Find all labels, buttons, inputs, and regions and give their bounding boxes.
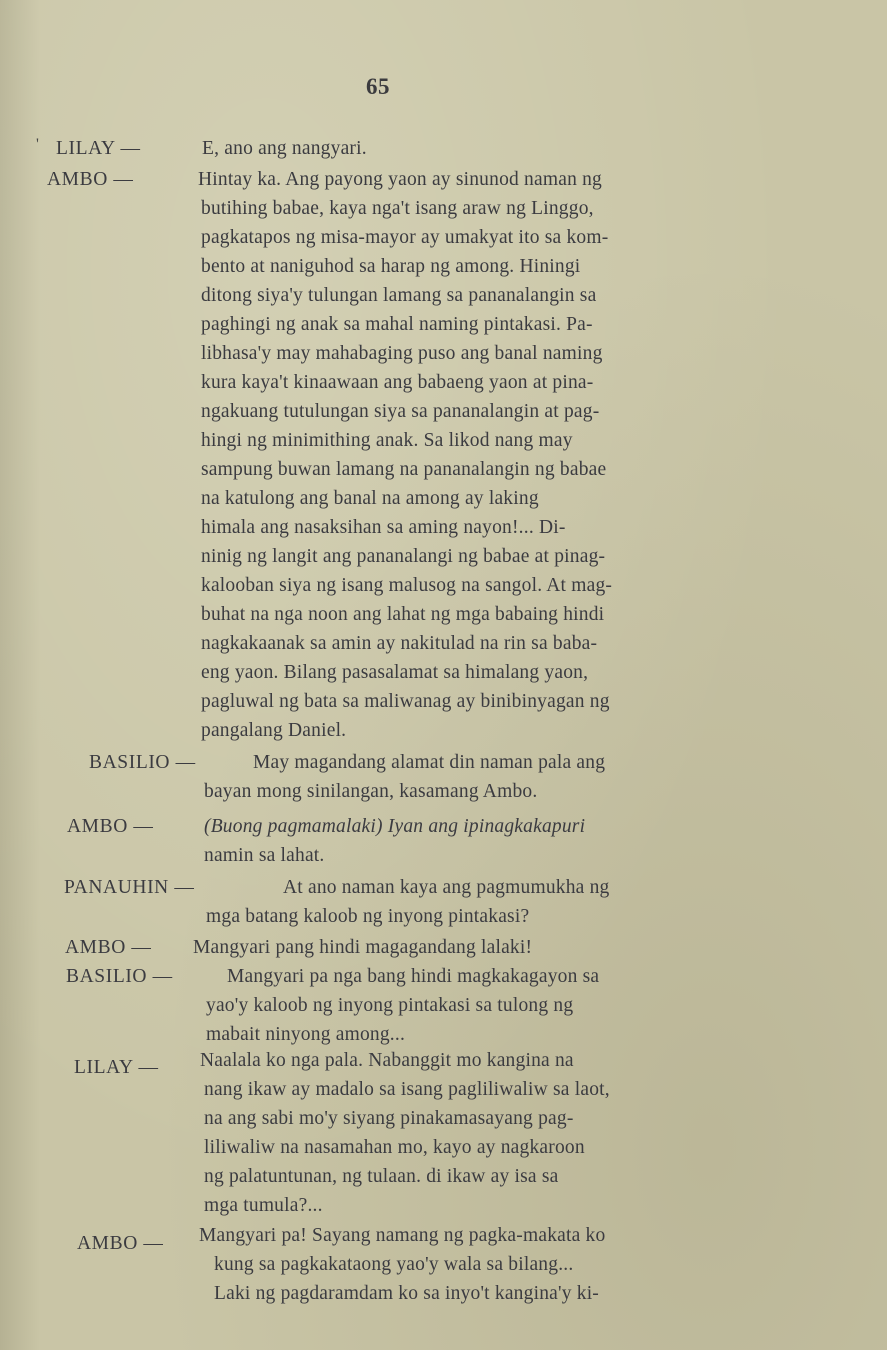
dialogue-line: kura kaya't kinaawaan ang babaeng yaon at pina- xyxy=(201,372,594,393)
dialogue-line: Mangyari pang hindi magagandang lalaki! xyxy=(193,937,533,958)
dialogue-line: kung sa pagkakataong yao'y wala sa bilang... xyxy=(214,1254,574,1275)
dialogue-line: eng yaon. Bilang pasasalamat sa himalang yaon, xyxy=(201,662,589,683)
dialogue-line: mga tumula?... xyxy=(204,1195,323,1216)
dialogue-line: libhasa'y may mahabaging puso ang banal naming xyxy=(201,343,603,364)
dialogue-line: namin sa lahat. xyxy=(204,845,325,866)
speaker-name: BASILIO — xyxy=(66,966,173,987)
dialogue-line: E, ano ang nangyari. xyxy=(202,138,367,159)
dialogue-line: ngakuang tutulungan siya sa pananalangin at pag- xyxy=(201,401,600,422)
dialogue-line: ditong siya'y tulungan lamang sa pananalangin sa xyxy=(201,285,597,306)
speaker-name: PANAUHIN — xyxy=(64,877,195,898)
dialogue-line: yao'y kaloob ng inyong pintakasi sa tulong ng xyxy=(206,995,574,1016)
speaker-name: AMBO — xyxy=(77,1233,164,1254)
dialogue-line: May magandang alamat din naman pala ang xyxy=(253,752,606,773)
dialogue-line: kalooban siya ng isang malusog na sangol. At mag- xyxy=(201,575,613,596)
dialogue-line: paghingi ng anak sa mahal naming pintakasi. Pa- xyxy=(201,314,593,335)
dialogue-line: buhat na nga noon ang lahat ng mga babaing hindi xyxy=(201,604,605,625)
speaker-name: LILAY — xyxy=(74,1057,159,1078)
dialogue-line: na ang sabi mo'y siyang pinakamasayang pag- xyxy=(204,1108,574,1129)
speaker-name: AMBO — xyxy=(65,937,152,958)
dialogue-line: Mangyari pa! Sayang namang ng pagka-makata ko xyxy=(199,1225,606,1246)
dialogue-line: bayan mong sinilangan, kasamang Ambo. xyxy=(204,781,538,802)
margin-mark: ' xyxy=(36,136,39,153)
dialogue-line: himala ang nasaksihan sa aming nayon!... Di- xyxy=(201,517,566,538)
speaker-name: AMBO — xyxy=(47,169,134,190)
dialogue-line: At ano naman kaya ang pagmumukha ng xyxy=(283,877,610,898)
dialogue-line: liliwaliw na nasamahan mo, kayo ay nagkaroon xyxy=(204,1137,585,1158)
dialogue-line: ng palatuntunan, ng tulaan. di ikaw ay isa sa xyxy=(204,1166,559,1187)
dialogue-line: Laki ng pagdaramdam ko sa inyo't kangina'y ki- xyxy=(214,1283,600,1304)
dialogue-line: nang ikaw ay madalo sa isang pagliliwaliw sa laot, xyxy=(204,1079,610,1100)
speaker-name: AMBO — xyxy=(67,816,154,837)
dialogue-line: hingi ng minimithing anak. Sa likod nang may xyxy=(201,430,573,451)
dialogue-line: mga batang kaloob ng inyong pintakasi? xyxy=(206,906,530,927)
dialogue-line: ninig ng langit ang pananalangi ng babae at pinag- xyxy=(201,546,606,567)
page-number: 65 xyxy=(366,74,390,99)
dialogue-line: nagkakaanak sa amin ay nakitulad na rin sa baba- xyxy=(201,633,598,654)
dialogue-line: pagkatapos ng misa-mayor ay umakyat ito sa kom- xyxy=(201,227,609,248)
dialogue-line: sampung buwan lamang na pananalangin ng babae xyxy=(201,459,607,480)
speaker-name: BASILIO — xyxy=(89,752,196,773)
speaker-name: LILAY — xyxy=(56,138,141,159)
dialogue-line: Hintay ka. Ang payong yaon ay sinunod naman ng xyxy=(198,169,603,190)
dialogue-line: pangalang Daniel. xyxy=(201,720,347,741)
dialogue-line: Mangyari pa nga bang hindi magkakagayon sa xyxy=(227,966,600,987)
dialogue-line: (Buong pagmamalaki) Iyan ang ipinagkakapuri xyxy=(204,816,586,837)
dialogue-line: pagluwal ng bata sa maliwanag ay binibinyagan ng xyxy=(201,691,610,712)
dialogue-line: Naalala ko nga pala. Nabanggit mo kangina na xyxy=(200,1050,574,1071)
dialogue-line: na katulong ang banal na among ay laking xyxy=(201,488,539,509)
dialogue-line: butihing babae, kaya nga't isang araw ng Linggo, xyxy=(201,198,594,219)
dialogue-line: bento at naniguhod sa harap ng among. Hiningi xyxy=(201,256,581,277)
dialogue-line: mabait ninyong among... xyxy=(206,1024,406,1045)
